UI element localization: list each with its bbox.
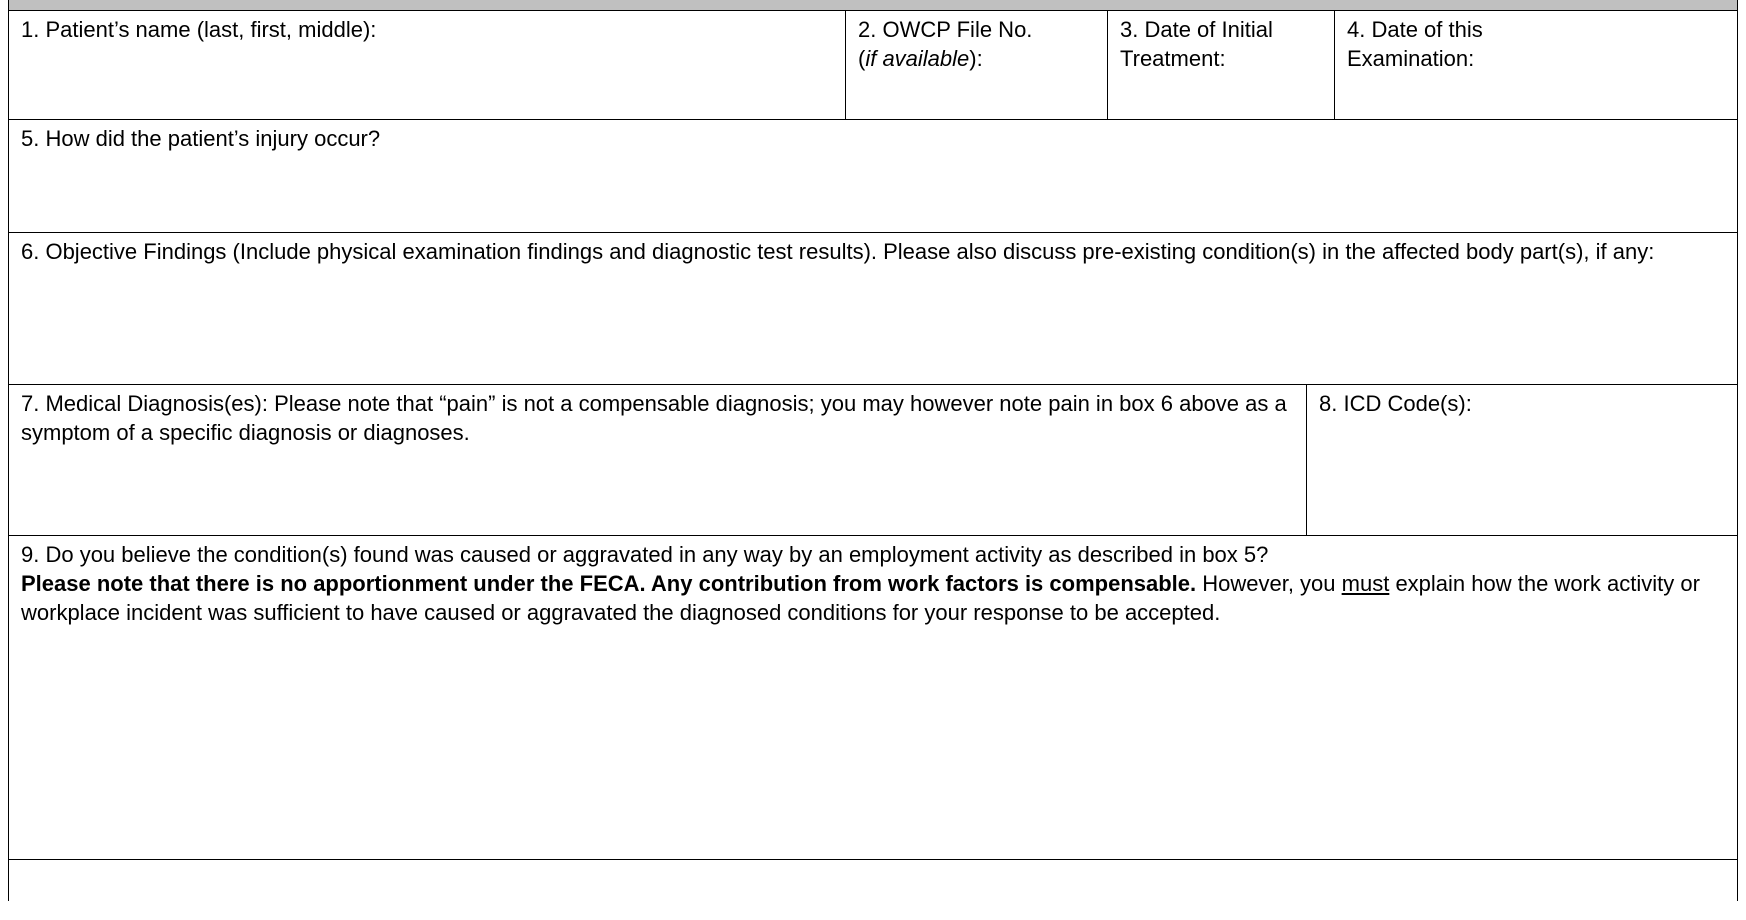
box-4-date-examination (1334, 11, 1737, 119)
box-5-injury-occurrence (9, 120, 1737, 232)
medical-diagnosis-input[interactable] (21, 453, 1294, 533)
date-initial-treatment-label-line2: Treatment: (1120, 46, 1226, 71)
box-7-medical-diagnosis (9, 385, 1306, 535)
objective-findings-input[interactable] (21, 301, 1725, 381)
box-9-causation (9, 536, 1737, 859)
causation-question: 9. Do you believe the condition(s) found was caused or aggravated in any way by an employment activity as described in box 5? (21, 542, 1269, 567)
injury-occurrence-label: 5. How did the patient’s injury occur? (21, 126, 381, 151)
box-3-date-initial-treatment (1107, 11, 1334, 119)
causation-note-emphasis: must (1341, 571, 1390, 596)
box-6-objective-findings (9, 233, 1737, 384)
apportionment-note: Please note that there is no apportionment under the FECA. Any contribution from work factors is compensable. (21, 571, 1197, 596)
row-causation (9, 536, 1737, 860)
date-examination-input[interactable] (1347, 79, 1725, 109)
patient-name-input[interactable] (21, 55, 833, 87)
causation-input[interactable] (21, 634, 1725, 854)
date-initial-treatment-input[interactable] (1120, 79, 1322, 109)
icd-codes-input[interactable] (1319, 425, 1725, 533)
date-initial-treatment-label (1120, 15, 1322, 73)
medical-report-form (8, 11, 1738, 901)
patient-name-label: 1. Patient’s name (last, first, middle): (21, 17, 377, 42)
form-header-bar (8, 0, 1738, 11)
date-examination-label (1347, 15, 1725, 73)
icd-codes-label: 8. ICD Code(s): (1319, 391, 1472, 416)
owcp-file-no-input[interactable] (858, 79, 1095, 109)
objective-findings-label: 6. Objective Findings (Include physical examination findings and diagnostic test results). Please also discuss pre-existing condition(s) in the affected body part(s), if any: (21, 239, 1655, 264)
row-objective-findings (9, 233, 1737, 385)
date-examination-label-line1: 4. Date of this (1347, 17, 1483, 42)
row-next-section (9, 860, 1737, 920)
owcp-file-no-label-line1: 2. OWCP File No. (858, 17, 1033, 42)
owcp-file-no-label: 2. OWCP File No. (if available): (858, 17, 1033, 71)
date-examination-label-line2: Examination: (1347, 46, 1475, 71)
medical-diagnosis-label: 7. Medical Diagnosis(es): Please note that “pain” is not a compensable diagnosis; you may however note pain in box 6 above as a symptom of a specific diagnosis or diagnoses. (21, 391, 1287, 445)
causation-note (21, 569, 1723, 627)
owcp-file-no-label-italic: if available (865, 46, 970, 71)
box-2-owcp-file-no (845, 11, 1107, 119)
box-8-icd-codes (1306, 385, 1737, 535)
row-injury-description (9, 120, 1737, 233)
injury-occurrence-input[interactable] (21, 160, 1725, 228)
causation-note-part1: However, you (1196, 571, 1342, 596)
row-diagnosis (9, 385, 1737, 536)
date-initial-treatment-label-line1: 3. Date of Initial (1120, 17, 1273, 42)
box-1-patient-name (9, 11, 845, 119)
causation-note-part2: explain how the work activity or workplace incident was sufficient to have caused or aggravated the diagnosed conditions for your response to be accepted. (21, 571, 1700, 625)
row-identification (9, 11, 1737, 120)
